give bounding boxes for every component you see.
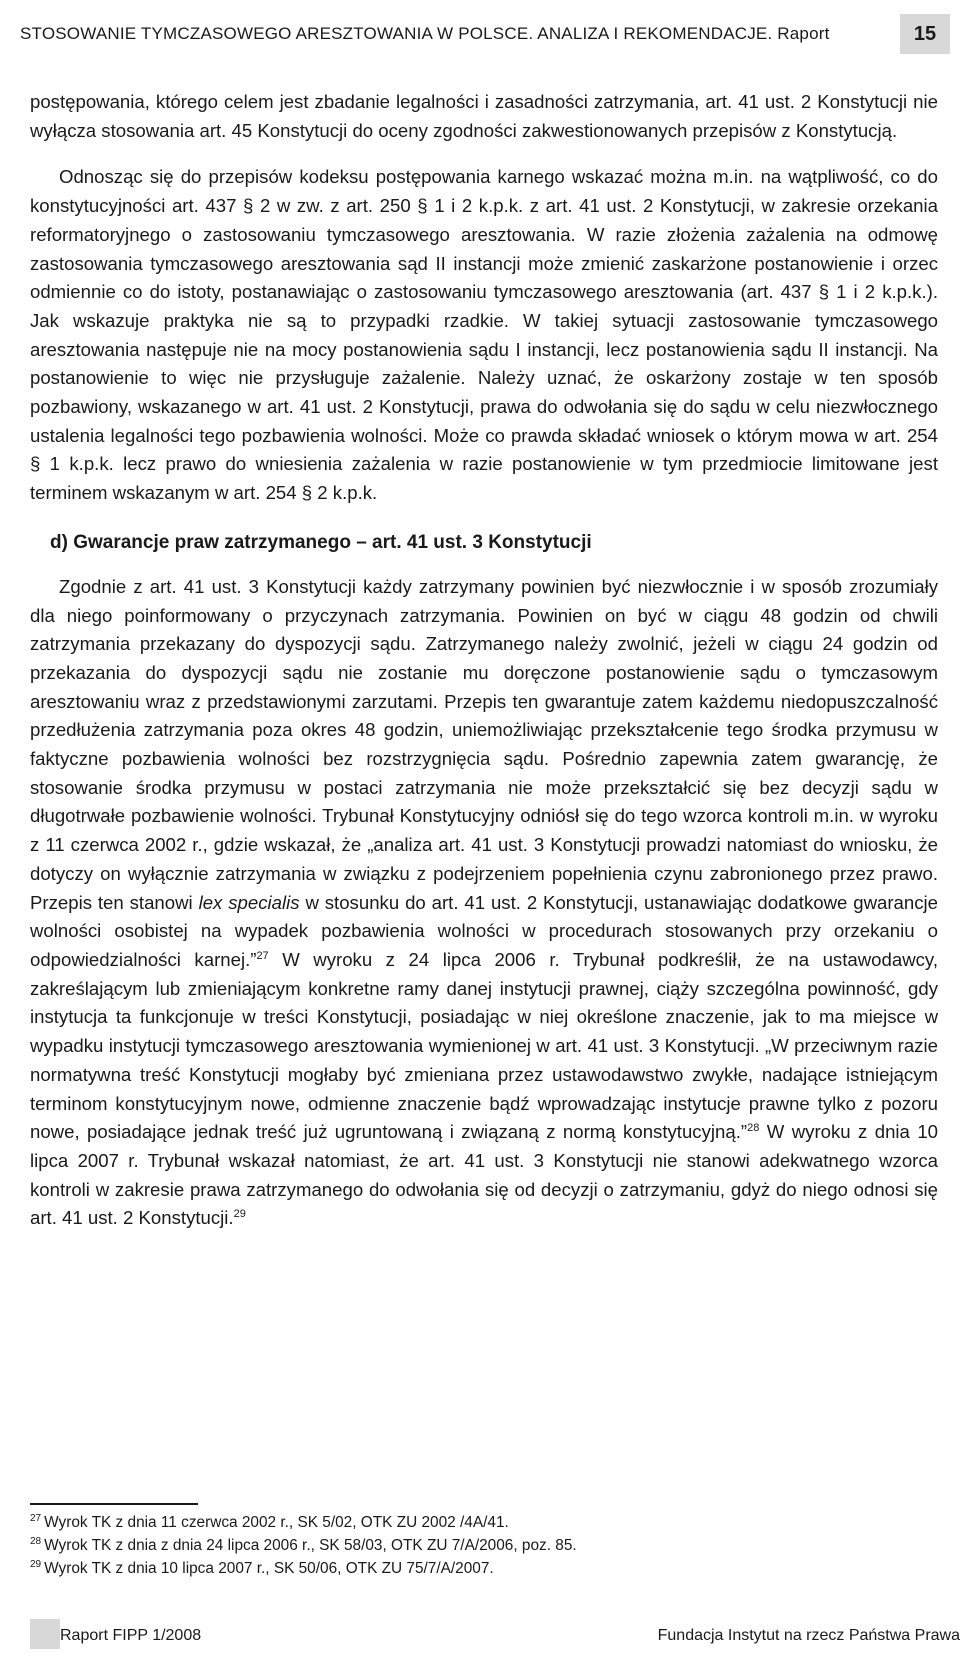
footnote-text: Wyrok TK z dnia z dnia 24 lipca 2006 r., SK 58/03, OTK ZU 7/A/2006, poz. 85. — [44, 1537, 577, 1554]
paragraph-kpk: Odnosząc się do przepisów kodeksu postępowania karnego wskazać można m.in. na wątpliwość, co do konstytucyjności art. 437 § 2 w zw. z art. 250 § 1 i 2 k.p.k. z art. 41 ust. 2 Konstytucji, w zakresie orzekania reformatoryjnego o zastosowaniu tymczasowego aresztowania. W razie złożenia zażalenia na odmowę zastosowania tymczasowego aresztowania sąd II instancji może zmienić zaskarżone postanowienie i orzec odmiennie co do istoty, postanawiając o zastosowaniu tymczasowego aresztowania (art. 437 § 1 i 2 k.p.k.). Jak wskazuje praktyka nie są to przypadki rzadkie. W takiej sytuacji zastosowanie tymczasowego aresztowania następuje nie na mocy postanowienia sądu I instancji, lecz postanowienia sądu II instancji. Na postanowienie to więc nie przysługuje zażalenie. Należy uznać, że oskarżony zostaje w ten sposób pozbawiony, wskazanego w art. 41 ust. 2 Konstytucji, prawa do odwołania się do sądu w celu niezwłocznego ustalenia legalności tego pozbawienia wolności. Może co prawda składać wniosek o którym mowa w art. 254 § 1 k.p.k. lecz prawo do wniesienia zażalenia w razie postanowienie w tym przedmiocie limitowane jest terminem wskazanym w art. 254 § 2 k.p.k. — [30, 166, 938, 504]
footnote-27 — [30, 1511, 930, 1534]
footnote-ref-27[interactable]: 27 — [256, 949, 269, 962]
footnotes — [30, 1511, 930, 1580]
footnote-divider — [30, 1503, 198, 1505]
text-run: w stosunku do art. 41 ust. 2 Konstytucji, ustanawiając dodatkowe gwarancje wolności osobistej na wypadek pozbawienia wolności w procedurach stosowanych przy orzekaniu o odpowiedzialności karnej.” — [30, 891, 938, 970]
paragraph-guarantees — [30, 573, 938, 1233]
text-run: W wyroku z 24 lipca 2006 r. Trybunał podkreślił, że na ustawodawcy, zakreślającym lub zmieniającym konkretne ramy danej instytucji prawnej, ciąży szczególna powinność, gdy instytucja ta funkcjonuje w treści Konstytucji, posiadając w niej określone znaczenie, jak to ma miejsce w wypadku instytucji tymczasowego aresztowania wymienionej w art. 41 ust. 3 Konstytucji. „W przeciwnym razie normatywna treść Konstytucji mogłaby być zmieniana przez ustawodawstwo zwykłe, nadające istniejącym terminom konstytucyjnym nowe, odmienne znaczenie bądź wprowadzając instytucje prawne tylko z pozoru nowe, posiadające jednak treść już ugruntowaną i związaną z normą konstytucyjną.” — [30, 948, 938, 1143]
footnote-29 — [30, 1557, 930, 1580]
text-run: Zgodnie z art. 41 ust. 3 Konstytucji każdy zatrzymany powinien być niezwłocznie i w sposób zrozumiały dla niego poinformowany o przyczynach zatrzymania. Powinien on być w ciągu 48 godzin od chwili zatrzymania przekazany do dyspozycji sądu. Zatrzymanego należy zwolnić, jeżeli w ciągu 24 godzin od przekazania do dyspozycji sądu nie zostanie mu doręczone postanowienie sądu o tymczasowym aresztowaniu wraz z przedstawionymi zarzutami. Przepis ten gwarantuje zatem każdemu niedopuszczalność przedłużenia zatrzymania poza okres 48 godzin, uniemożliwiając przekształcenie tego środka przymusu w faktyczne pozbawienia wolności bez rozstrzygnięcia sądu. Pośrednio zapewnia zatem gwarancję, że stosowanie środka przymusu w postaci zatrzymania nie może przekształcić się bez decyzji sądu w długotrwałe pozbawienie wolności. Trybunał Konstytucyjny odniósł się do tego wzorca kontroli m.in. w wyroku z 11 czerwca 2002 r., gdzie wskazał, że „analiza art. 41 ust. 3 Konstytucji prowadzi natomiast do wniosku, że dotyczy on wyłącznie zatrzymania w związku z podejrzeniem popełnienia czynu zabronionego przez prawo. Przepis ten stanowi — [30, 575, 938, 913]
footer-publisher: Fundacja Instytut na rzecz Państwa Prawa — [657, 1627, 960, 1644]
page-number: 15 — [900, 14, 950, 54]
footer-marker — [30, 1619, 60, 1649]
footnote-number: 27 — [30, 1513, 42, 1524]
footnote-ref-29[interactable]: 29 — [233, 1208, 246, 1221]
body-text — [30, 88, 938, 1233]
italic-term: lex specialis — [198, 891, 300, 913]
section-heading: d) Gwarancje praw zatrzymanego – art. 41 ust. 3 Konstytucji — [50, 531, 592, 553]
footer-report-id: Raport FIPP 1/2008 — [60, 1627, 202, 1644]
footnote-number: 28 — [30, 1536, 42, 1547]
footnote-text: Wyrok TK z dnia 11 czerwca 2002 r., SK 5/02, OTK ZU 2002 /4A/41. — [44, 1514, 509, 1531]
footnote-28 — [30, 1534, 930, 1557]
footnote-text: Wyrok TK z dnia 10 lipca 2007 r., SK 50/06, OTK ZU 75/7/A/2007. — [44, 1560, 494, 1577]
paragraph-continued: postępowania, którego celem jest zbadanie legalności i zasadności zatrzymania, art. 41 ust. 2 Konstytucji nie wyłącza stosowania art. 45 Konstytucji do oceny zgodności zakwestionowanych przepisów z Konstytucją. — [30, 91, 938, 141]
page-header — [20, 20, 937, 52]
text-run: W wyroku z dnia 10 lipca 2007 r. Trybunał wskazał natomiast, że art. 41 ust. 3 Konstytucji nie stanowi adekwatnego wzorca kontroli w zakresie prawa zatrzymanego do odwołania się od decyzji o zatrzymaniu, gdyż do niego odnosi się art. 41 ust. 2 Konstytucji. — [30, 1121, 938, 1229]
footnote-ref-28[interactable]: 28 — [747, 1122, 760, 1135]
page-footer — [30, 1627, 960, 1658]
running-title: STOSOWANIE TYMCZASOWEGO ARESZTOWANIA W POLSCE. ANALIZA I REKOMENDACJE. Raport — [20, 24, 830, 43]
footnote-number: 29 — [30, 1559, 42, 1570]
